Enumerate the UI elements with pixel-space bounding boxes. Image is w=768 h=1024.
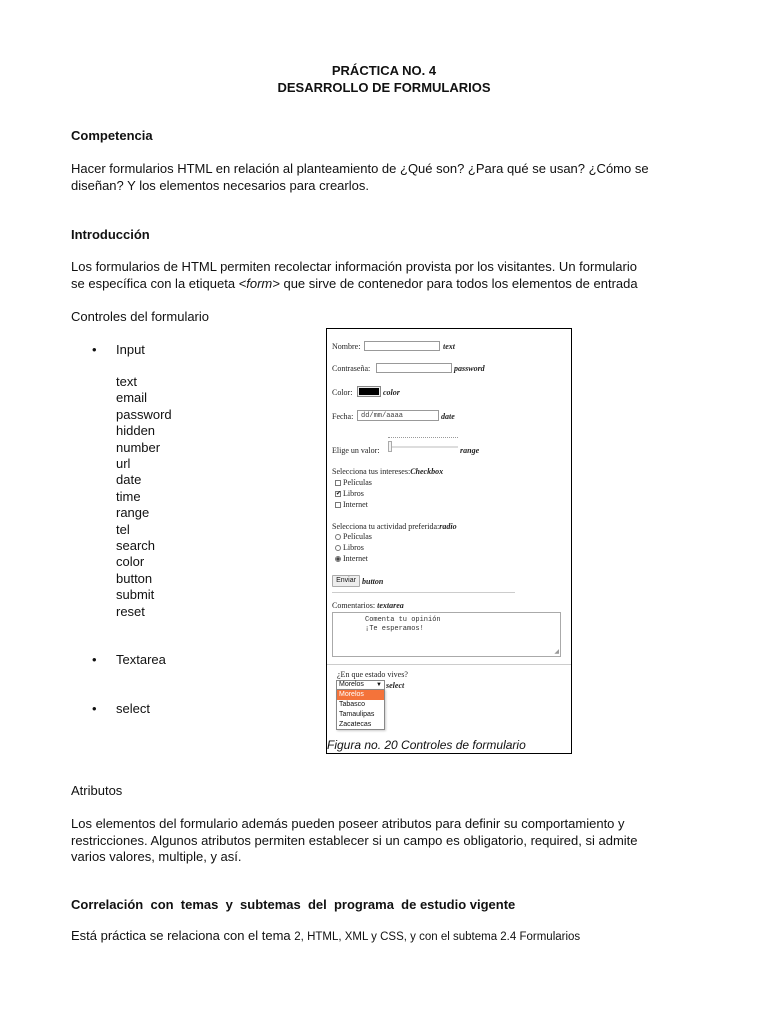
input-types-list [116, 374, 172, 620]
list-item: text [116, 374, 137, 389]
textarea-line-1: Comenta tu opinión [365, 616, 441, 624]
range-slider[interactable] [388, 433, 458, 453]
atributos-line-2: restricciones. Algunos atributos permiten establecer si un campo es obligatorio, required, si admite [71, 832, 638, 848]
radio-type: radio [439, 522, 457, 531]
radio-peliculas[interactable] [335, 534, 341, 540]
competencia-paragraph [71, 161, 697, 194]
radio-title [332, 522, 457, 531]
radio-label-libros: Libros [343, 543, 364, 552]
correlacion-line-post: 2, HTML, XML y CSS, y con el subtema 2.4 Formularios [294, 931, 581, 943]
checkbox-title [332, 467, 443, 476]
list-item: date [116, 472, 142, 488]
atributos-heading: Atributos [71, 783, 123, 798]
list-item: search [116, 538, 156, 554]
radio-internet[interactable] [335, 556, 341, 562]
list-item-input: Input [116, 342, 145, 357]
document-title: PRÁCTICA NO. 4 [331, 63, 437, 78]
color-picker[interactable] [357, 386, 381, 397]
list-item: time [116, 488, 141, 504]
atributos-paragraph [71, 816, 697, 866]
color-swatch [359, 388, 379, 395]
range-track [388, 446, 458, 448]
contrasena-type: password [454, 364, 485, 373]
checkbox-internet[interactable] [335, 502, 341, 508]
range-type: range [460, 446, 480, 455]
fecha-type: date [441, 412, 455, 421]
competencia-line-1: Hacer formularios HTML en relación al planteamiento de ¿Qué son? ¿Para qué se usan? ¿Cómo se [71, 161, 649, 176]
radio-label-peliculas: Películas [343, 532, 372, 541]
nombre-input[interactable] [364, 341, 440, 351]
fecha-input[interactable] [357, 410, 439, 421]
list-item: reset [116, 603, 145, 619]
select-value: Morelos [339, 681, 364, 688]
figure-caption: Figura no. 20 Controles de formulario [327, 738, 526, 752]
heading-introduccion: Introducción [71, 227, 150, 242]
select-type: select [386, 681, 405, 690]
document-subtitle: DESARROLLO DE FORMULARIOS [277, 80, 491, 95]
range-thumb[interactable] [388, 441, 392, 452]
list-item: range [116, 505, 150, 521]
correlacion-line-pre: Está práctica se relaciona con el tema [71, 928, 295, 943]
checkbox-type: Checkbox [410, 467, 444, 476]
comments-label: Comentarios: [332, 601, 376, 610]
comments-textarea[interactable] [332, 612, 561, 657]
list-item: email [116, 390, 148, 406]
range-ticks [388, 437, 458, 438]
checkbox-label-libros: Libros [343, 489, 364, 498]
textarea-line-2: ¡Te esperamos! [365, 625, 424, 633]
divider [332, 592, 515, 593]
enviar-button[interactable]: Enviar [332, 575, 360, 587]
list-item: tel [116, 521, 130, 537]
range-label: Elige un valor: [332, 446, 380, 455]
button-type: button [362, 577, 384, 586]
color-label: Color: [332, 388, 353, 397]
heading-correlacion: Correlación con temas y subtemas del programa de estudio vigente [71, 897, 516, 912]
select-option-tamaulipas[interactable]: Tamaulipas [339, 711, 375, 718]
bullet-icon: • [92, 701, 97, 716]
select-option-tabasco[interactable]: Tabasco [339, 701, 366, 708]
list-item-select: select [116, 701, 150, 716]
checkbox-title-text: Selecciona tus intereses: [332, 467, 411, 476]
select-question: ¿En que estado vives? [337, 670, 408, 679]
divider [327, 664, 571, 665]
nombre-type: text [443, 342, 455, 351]
select-option-zacatecas[interactable]: Zacatecas [339, 721, 372, 728]
form-tag-text: <form> [238, 275, 280, 291]
select-option-morelos[interactable]: Morelos [337, 690, 384, 700]
checkbox-label-peliculas: Películas [343, 478, 372, 487]
resize-grip-icon[interactable]: ◢ [554, 649, 559, 655]
comments-label-row [332, 601, 404, 610]
chevron-down-icon: ▼ [376, 682, 382, 688]
textarea-content [365, 616, 441, 634]
radio-label-internet: Internet [343, 554, 368, 563]
list-item: number [116, 439, 161, 455]
controles-heading: Controles del formulario [71, 309, 210, 324]
list-item-textarea: Textarea [116, 652, 166, 667]
checkbox-label-internet: Internet [343, 500, 368, 509]
contrasena-label: Contraseña: [332, 364, 371, 373]
bullet-icon: • [92, 342, 97, 357]
checkbox-libros[interactable]: ✔ [336, 491, 342, 497]
introduccion-paragraph [71, 259, 697, 292]
list-item: hidden [116, 423, 156, 439]
bullet-icon: • [92, 652, 97, 667]
fecha-value: dd/mm/aaaa [361, 412, 404, 420]
introduccion-line-2-post: que sirve de contenedor para todos los elementos de entrada [279, 275, 638, 291]
list-item: submit [116, 587, 155, 603]
list-item: url [116, 456, 131, 472]
introduccion-line-2 [71, 276, 697, 293]
list-item: color [116, 554, 145, 570]
atributos-line-1: Los elementos del formulario además pueden poseer atributos para definir su comportamiento y [71, 816, 625, 831]
introduccion-line-1: Los formularios de HTML permiten recolectar información provista por los visitantes. Un formulario [71, 259, 637, 274]
figure-form-controls [326, 328, 572, 754]
heading-competencia: Competencia [71, 128, 153, 143]
comments-type: textarea [377, 601, 404, 610]
radio-libros[interactable] [335, 545, 341, 551]
introduccion-line-2-pre: se específica con la etiqueta [71, 275, 239, 291]
list-item: password [116, 406, 172, 422]
atributos-line-3: varios valores, multiple, y así. [71, 849, 242, 864]
radio-title-text: Selecciona tu actividad preferida: [332, 522, 440, 531]
list-item: button [116, 570, 153, 586]
contrasena-input[interactable] [376, 363, 452, 373]
fecha-label: Fecha: [332, 412, 354, 421]
select-dropdown [336, 689, 385, 730]
nombre-label: Nombre: [332, 342, 361, 351]
color-type: color [383, 388, 400, 397]
competencia-line-2: diseñan? Y los elementos necesarios para crearlos. [71, 177, 369, 193]
checkbox-peliculas[interactable] [335, 480, 341, 486]
correlacion-line [71, 928, 580, 943]
